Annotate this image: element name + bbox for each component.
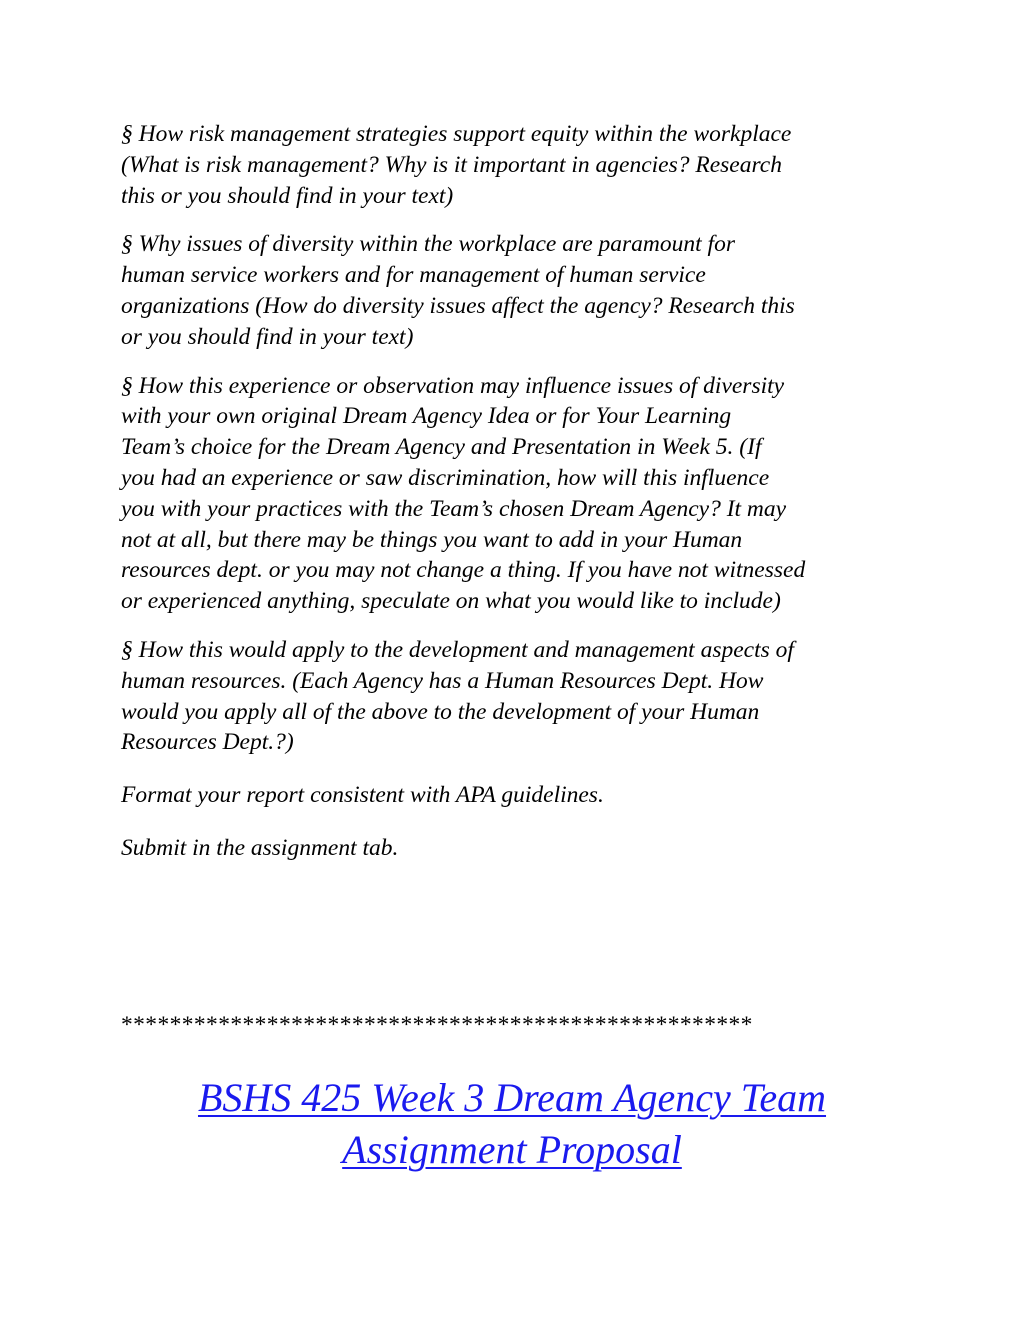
submit-instruction: Submit in the assignment tab. bbox=[121, 834, 399, 861]
bullet-diversity-issues: § Why issues of diversity within the workplace are paramount for human service workers and for management of human service organizations (How do diversity issues affect the agency? Research this or you should find in your text) bbox=[121, 231, 795, 350]
document-body bbox=[121, 119, 911, 864]
separator-line: **************************************************** bbox=[121, 1012, 753, 1038]
bullet-risk-management: § How risk management strategies support equity within the workplace (What is risk management? Why is it important in agencies? Research this or you should find in your text) bbox=[121, 121, 792, 209]
bullet-human-resources: § How this would apply to the development and management aspects of human resources. (Each Agency has a Human Resources Dept. How would you apply all of the above to the development of your Human Resources Dept.?) bbox=[121, 636, 794, 756]
format-instruction: Format your report consistent with APA guidelines. bbox=[121, 782, 604, 809]
assignment-title-link[interactable]: BSHS 425 Week 3 Dream Agency Team Assignment Proposal bbox=[197, 1075, 827, 1172]
bullet-experience-influence: § How this experience or observation may influence issues of diversity with your own original Dream Agency Idea or for Your Learning Team’s choice for the Dream Agency and Presentation in Week 5. (If you had an experience or saw discrimination, how will this influence you with your practices with the Team’s chosen Dream Agency? It may not at all, but there may be things you want to add in your Human resources dept. or you may not change a thing. If you have not witnessed or experienced anything, speculate on what you would like to include) bbox=[121, 372, 806, 615]
